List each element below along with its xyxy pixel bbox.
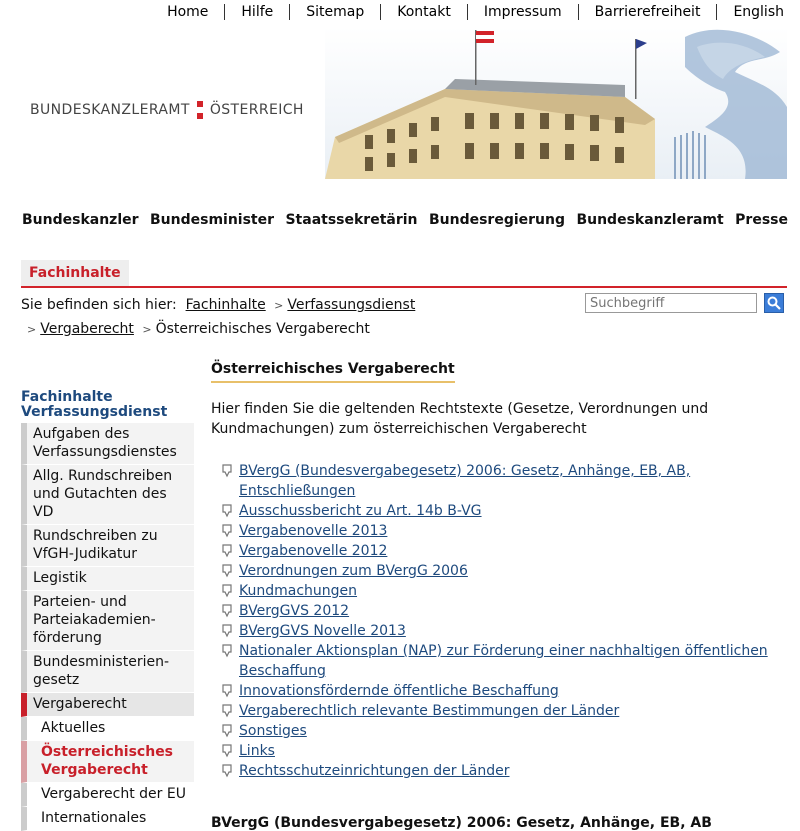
sidebar-subitem-oesterreichisches-vergaberecht[interactable]: Österreichisches Vergaberecht (21, 741, 194, 783)
internal-link-icon (221, 624, 233, 638)
utility-nav (151, 0, 800, 24)
page-title: Österreichisches Vergaberecht (211, 361, 455, 383)
tab-fachinhalte[interactable]: Fachinhalte (21, 260, 129, 286)
breadcrumb-separator-icon: > (274, 299, 284, 312)
search-button[interactable] (764, 293, 784, 313)
sidebar-title: Fachinhalte Verfassungsdienst (21, 389, 168, 420)
doc-link-links[interactable]: Links (239, 743, 275, 759)
internal-link-icon (221, 584, 233, 598)
internal-link-icon (221, 544, 233, 558)
list-item (211, 561, 771, 581)
section-tabbar (21, 260, 787, 288)
list-item (211, 681, 771, 701)
top-link-sitemap[interactable]: Sitemap (289, 4, 380, 20)
top-link-english[interactable]: English (716, 4, 800, 20)
main-nav (22, 212, 788, 228)
sidebar-item-aufgaben[interactable]: Aufgaben des Verfassungsdienstes (21, 423, 194, 465)
internal-link-icon (221, 764, 233, 778)
internal-link-icon (221, 644, 233, 658)
doc-link-bvergg-2006[interactable]: BVergG (Bundesvergabegesetz) 2006: Gesetz, Anhänge, EB, AB, Entschließungen (239, 463, 691, 499)
doc-link-vergabenovelle-2012[interactable]: Vergabenovelle 2012 (239, 543, 388, 559)
list-item (211, 641, 771, 681)
breadcrumb-link-vergaberecht[interactable]: Vergaberecht (40, 321, 134, 337)
internal-link-icon (221, 604, 233, 618)
sidebar-nav (21, 423, 194, 831)
list-item (211, 521, 771, 541)
doc-link-verordnungen[interactable]: Verordnungen zum BVergG 2006 (239, 563, 468, 579)
doc-link-ausschussbericht[interactable]: Ausschussbericht zu Art. 14b B-VG (239, 503, 482, 519)
header-building-image (325, 27, 787, 179)
top-link-kontakt[interactable]: Kontakt (380, 4, 467, 20)
austria-flag-icon (197, 101, 203, 119)
breadcrumb (21, 297, 415, 313)
sidebar-item-vfgh-judikatur[interactable]: Rundschreiben zu VfGH-Judikatur (21, 525, 194, 567)
internal-link-icon (221, 684, 233, 698)
list-item (211, 461, 771, 501)
breadcrumb-prefix: Sie befinden sich hier: (21, 297, 177, 313)
internal-link-icon (221, 524, 233, 538)
breadcrumb-separator-icon: > (142, 323, 152, 336)
list-item (211, 601, 771, 621)
nav-bundeskanzler[interactable]: Bundeskanzler (22, 212, 139, 228)
doc-link-bverggvs-novelle-2013[interactable]: BVergGVS Novelle 2013 (239, 623, 406, 639)
top-link-hilfe[interactable]: Hilfe (224, 4, 289, 20)
sidebar-item-rundschreiben-gutachten[interactable]: Allg. Rundschreiben und Gutachten des VD (21, 465, 194, 525)
list-item (211, 541, 771, 561)
document-link-list (211, 461, 771, 781)
sidebar-subitem-vergaberecht-eu[interactable]: Vergaberecht der EU (21, 783, 194, 807)
top-link-barrierefreiheit[interactable]: Barrierefreiheit (578, 4, 717, 20)
doc-link-laender-bestimmungen[interactable]: Vergaberechtlich relevante Bestimmungen der Länder (239, 703, 620, 719)
nav-presse[interactable]: Presse (735, 212, 788, 228)
main-content (211, 358, 771, 831)
nav-bundeskanzleramt[interactable]: Bundeskanzleramt (576, 212, 724, 228)
nav-bundesminister[interactable]: Bundesminister (149, 212, 275, 228)
sidebar-item-vergaberecht[interactable]: Vergaberecht (21, 693, 194, 717)
list-item (211, 741, 771, 761)
sidebar-subitem-internationales[interactable]: Internationales (21, 807, 194, 831)
internal-link-icon (221, 464, 233, 478)
doc-link-sonstiges[interactable]: Sonstiges (239, 723, 307, 739)
doc-link-nap[interactable]: Nationaler Aktionsplan (NAP) zur Förderung einer nachhaltigen öffentlichen Beschaffung (239, 643, 768, 679)
breadcrumb-line-2 (27, 321, 370, 337)
list-item (211, 701, 771, 721)
doc-link-kundmachungen[interactable]: Kundmachungen (239, 583, 358, 599)
internal-link-icon (221, 744, 233, 758)
internal-link-icon (221, 504, 233, 518)
list-item (211, 721, 771, 741)
doc-link-innovationsfoerdernde[interactable]: Innovationsfördernde öffentliche Beschaffung (239, 683, 559, 699)
intro-text: Hier finden Sie die geltenden Rechtstexte (Gesetze, Verordnungen und Kundmachungen) zum österreichischen Vergaberecht (211, 401, 709, 437)
search-input[interactable] (585, 293, 757, 313)
breadcrumb-link-fachinhalte[interactable]: Fachinhalte (185, 297, 266, 313)
internal-link-icon (221, 704, 233, 718)
nav-staatssekretaerin[interactable]: Staatssekretärin (285, 212, 418, 228)
internal-link-icon (221, 564, 233, 578)
sidebar-item-legistik[interactable]: Legistik (21, 567, 194, 591)
top-link-impressum[interactable]: Impressum (467, 4, 578, 20)
breadcrumb-current: Österreichisches Vergaberecht (155, 321, 370, 337)
sidebar-item-parteienfoerderung[interactable]: Parteien- und Parteiakademien-förderung (21, 591, 194, 651)
doc-link-bverggvs-2012[interactable]: BVergGVS 2012 (239, 603, 350, 619)
sidebar-subitem-aktuelles[interactable]: Aktuelles (21, 717, 194, 741)
nav-bundesregierung[interactable]: Bundesregierung (428, 212, 565, 228)
logo-text-left: BUNDESKANZLERAMT (30, 102, 190, 118)
breadcrumb-separator-icon: > (27, 323, 37, 336)
logo-text-right: ÖSTERREICH (209, 102, 304, 118)
list-item (211, 581, 771, 601)
list-item (211, 761, 771, 781)
sidebar-item-bundesministeriengesetz[interactable]: Bundesministerien-gesetz (21, 651, 194, 693)
internal-link-icon (221, 724, 233, 738)
doc-link-rechtsschutzeinrichtungen[interactable]: Rechtsschutzeinrichtungen der Länder (239, 763, 510, 779)
section-heading-bvergg: BVergG (Bundesvergabegesetz) 2006: Gesetz, Anhänge, EB, AB (211, 815, 712, 831)
doc-link-vergabenovelle-2013[interactable]: Vergabenovelle 2013 (239, 523, 388, 539)
list-item (211, 621, 771, 641)
top-link-home[interactable]: Home (167, 4, 209, 20)
breadcrumb-link-verfassungsdienst[interactable]: Verfassungsdienst (287, 297, 416, 313)
search-icon (767, 296, 781, 310)
list-item (211, 501, 771, 521)
site-logo[interactable] (30, 101, 304, 119)
